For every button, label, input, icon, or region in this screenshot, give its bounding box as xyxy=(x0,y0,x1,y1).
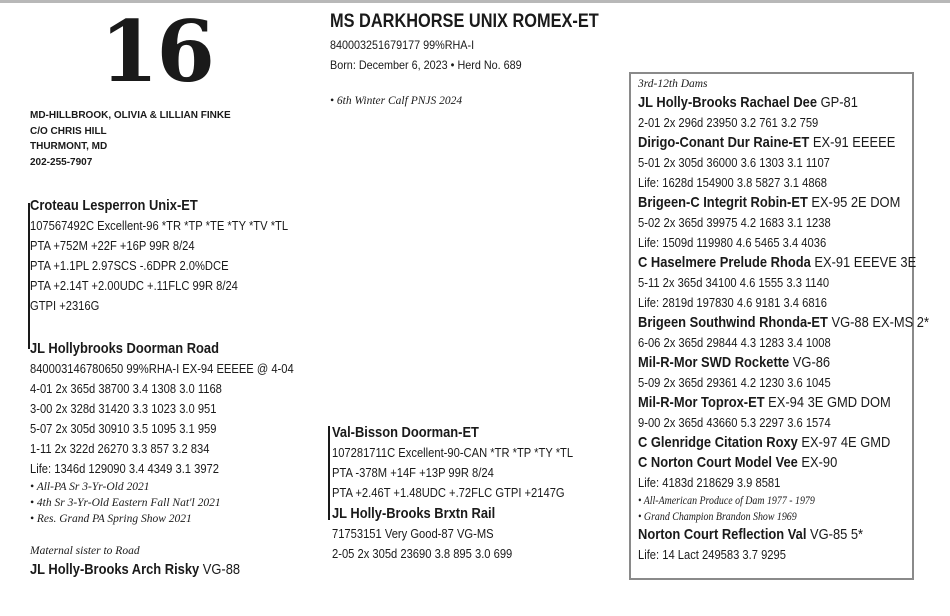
ancestor-dam-classification: EX-91 EEEVE 3E xyxy=(810,254,917,271)
consignor-location: THURMONT, MD xyxy=(30,141,108,152)
animal-birth-info: Born: December 6, 2023 • Herd No. 689 xyxy=(330,58,522,72)
ancestor-dam-name xyxy=(638,93,929,113)
maternal-sister xyxy=(30,560,240,580)
ancestor-dam-name xyxy=(638,253,929,273)
sire-line: GTPI +2316G xyxy=(30,298,100,313)
maternal-sister-class: VG-88 xyxy=(199,561,241,578)
dam-block xyxy=(30,339,294,479)
ancestor-dam-achievement: • Grand Champion Brandon Show 1969 xyxy=(638,511,797,523)
ancestor-dam-classification: EX-94 3E GMD DOM xyxy=(764,394,891,411)
ancestor-dam-classification: EX-97 4E GMD xyxy=(797,434,891,451)
dam-lifetime: Life: 1346d 129090 3.4 4349 3.1 3972 xyxy=(30,461,219,476)
ancestor-dam-name xyxy=(638,313,929,333)
lot-number: 16 xyxy=(100,2,213,101)
dam-name: JL Hollybrooks Doorman Road xyxy=(30,340,219,357)
mgd-block xyxy=(332,504,512,564)
dam-record: 5-07 2x 305d 30910 3.5 1095 3.1 959 xyxy=(30,421,217,436)
ancestor-dam-classification: VG-85 5* xyxy=(806,526,864,543)
ancestor-dam-name xyxy=(638,453,929,473)
ancestor-dam-record: 5-02 2x 365d 39975 4.2 1683 3.1 1238 xyxy=(638,215,831,230)
mgs-line: 107281711C Excellent-90-CAN *TR *TP *TY *TL xyxy=(332,445,574,460)
sire-line: 107567492C Excellent-96 *TR *TP *TE *TY *TV *TL xyxy=(30,218,289,233)
mgs-bracket-line xyxy=(328,426,330,520)
ancestor-dam-label: JL Holly-Brooks Rachael Dee xyxy=(638,94,818,111)
ancestor-dam-classification: VG-86 xyxy=(789,354,831,371)
consignor-contact: C/O CHRIS HILL xyxy=(30,125,107,137)
consignor-info xyxy=(30,108,231,170)
ancestor-dam-name xyxy=(638,525,929,545)
mgs-line: PTA -378M +14F +13P 99R 8/24 xyxy=(332,465,494,480)
ancestor-dam-label: C Norton Court Model Vee xyxy=(638,454,798,471)
dam-achievement: • Res. Grand PA Spring Show 2021 xyxy=(30,513,192,525)
ancestor-dam-classification: EX-91 EEEEE xyxy=(809,134,896,151)
mgs-block xyxy=(332,423,573,503)
dams-list xyxy=(638,93,929,565)
sire-name: Croteau Lesperron Unix-ET xyxy=(30,197,198,214)
mgd-record: 2-05 2x 305d 23690 3.8 895 3.0 699 xyxy=(332,546,513,561)
ancestor-dam-label: Mil-R-Mor Toprox-ET xyxy=(638,394,765,411)
ancestor-dam-label: Mil-R-Mor SWD Rockette xyxy=(638,354,790,371)
ancestor-dam-record: Life: 1509d 119980 4.6 5465 3.4 4036 xyxy=(638,235,827,250)
dam-line: 840003146780650 99%RHA-I EX-94 EEEEE @ 4-04 xyxy=(30,361,294,376)
ancestor-dam-record: Life: 14 Lact 249583 3.7 9295 xyxy=(638,547,786,562)
sire-block xyxy=(30,196,288,316)
ancestor-dam-label: Norton Court Reflection Val xyxy=(638,526,807,543)
ancestor-dam-record: Life: 2819d 197830 4.6 9181 3.4 6816 xyxy=(638,295,827,310)
sire-line: PTA +1.1PL 2.97SCS -.6DPR 2.0%DCE xyxy=(30,258,229,273)
consignor-phone: 202-255-7907 xyxy=(30,156,93,168)
sire-line: PTA +752M +22F +16P 99R 8/24 xyxy=(30,238,195,253)
maternal-sister-name: JL Holly-Brooks Arch Risky xyxy=(30,561,200,578)
ancestor-dam-label: C Haselmere Prelude Rhoda xyxy=(638,254,811,271)
dam-record: 3-00 2x 328d 31420 3.3 1023 3.0 951 xyxy=(30,401,217,416)
ancestor-dam-record: 6-06 2x 365d 29844 4.3 1283 3.4 1008 xyxy=(638,335,831,350)
ancestor-dam-classification: VG-88 EX-MS 2* xyxy=(827,314,930,331)
ancestor-dam-name xyxy=(638,193,929,213)
dam-record: 1-11 2x 322d 26270 3.3 857 3.2 834 xyxy=(30,441,210,456)
dam-achievements xyxy=(30,479,221,527)
ancestor-dam-label: Brigeen-C Integrit Robin-ET xyxy=(638,194,808,211)
mgd-name: JL Holly-Brooks Brxtn Rail xyxy=(332,505,496,522)
sire-line: PTA +2.14T +2.00UDC +.11FLC 99R 8/24 xyxy=(30,278,238,293)
ancestor-dam-classification: EX-95 2E DOM xyxy=(807,194,901,211)
ancestor-dam-record: 2-01 2x 296d 23950 3.2 761 3.2 759 xyxy=(638,115,819,130)
ancestor-dam-record: Life: 1628d 154900 3.8 5827 3.1 4868 xyxy=(638,175,827,190)
dam-achievement: • 4th Sr 3-Yr-Old Eastern Fall Nat'l 2021 xyxy=(30,497,221,509)
ancestor-dam-record: 5-11 2x 365d 34100 4.6 1555 3.3 1140 xyxy=(638,275,830,290)
dam-achievement: • All-PA Sr 3-Yr-Old 2021 xyxy=(30,481,150,493)
ancestor-dam-record: 5-09 2x 365d 29361 4.2 1230 3.6 1045 xyxy=(638,375,831,390)
ancestor-dam-record: 5-01 2x 305d 36000 3.6 1303 3.1 1107 xyxy=(638,155,830,170)
ancestor-dam-name xyxy=(638,133,929,153)
animal-achievement: • 6th Winter Calf PNJS 2024 xyxy=(330,95,463,107)
ancestor-dam-label: Brigeen Southwind Rhonda-ET xyxy=(638,314,828,331)
ancestor-dam-name xyxy=(638,353,929,373)
ancestor-dam-label: Dirigo-Conant Dur Raine-ET xyxy=(638,134,810,151)
maternal-sister-note: Maternal sister to Road xyxy=(30,545,140,557)
ancestor-dam-record: Life: 4183d 218629 3.9 8581 xyxy=(638,475,781,490)
mgs-line: PTA +2.46T +1.48UDC +.72FLC GTPI +2147G xyxy=(332,485,565,500)
ancestor-dam-label: C Glenridge Citation Roxy xyxy=(638,434,798,451)
mgd-line: 71753151 Very Good-87 VG-MS xyxy=(332,526,494,541)
ancestor-dam-achievement: • All-American Produce of Dam 1977 - 1979 xyxy=(638,495,815,507)
animal-name: MS DARKHORSE UNIX ROMEX-ET xyxy=(330,11,599,32)
dams-heading: 3rd-12th Dams xyxy=(638,78,708,90)
ancestor-dam-record: 9-00 2x 365d 43660 5.3 2297 3.6 1574 xyxy=(638,415,831,430)
ancestor-dam-classification: EX-90 xyxy=(797,454,838,471)
ancestor-dam-name xyxy=(638,433,929,453)
ancestor-dam-classification: GP-81 xyxy=(817,94,858,111)
mgs-name: Val-Bisson Doorman-ET xyxy=(332,424,479,441)
dam-record: 4-01 2x 365d 38700 3.4 1308 3.0 1168 xyxy=(30,381,222,396)
ancestor-dam-name xyxy=(638,393,929,413)
consignor-farm: MD-HILLBROOK, OLIVIA & LILLIAN FINKE xyxy=(30,110,231,121)
animal-registration: 840003251679177 99%RHA-I xyxy=(330,38,475,52)
